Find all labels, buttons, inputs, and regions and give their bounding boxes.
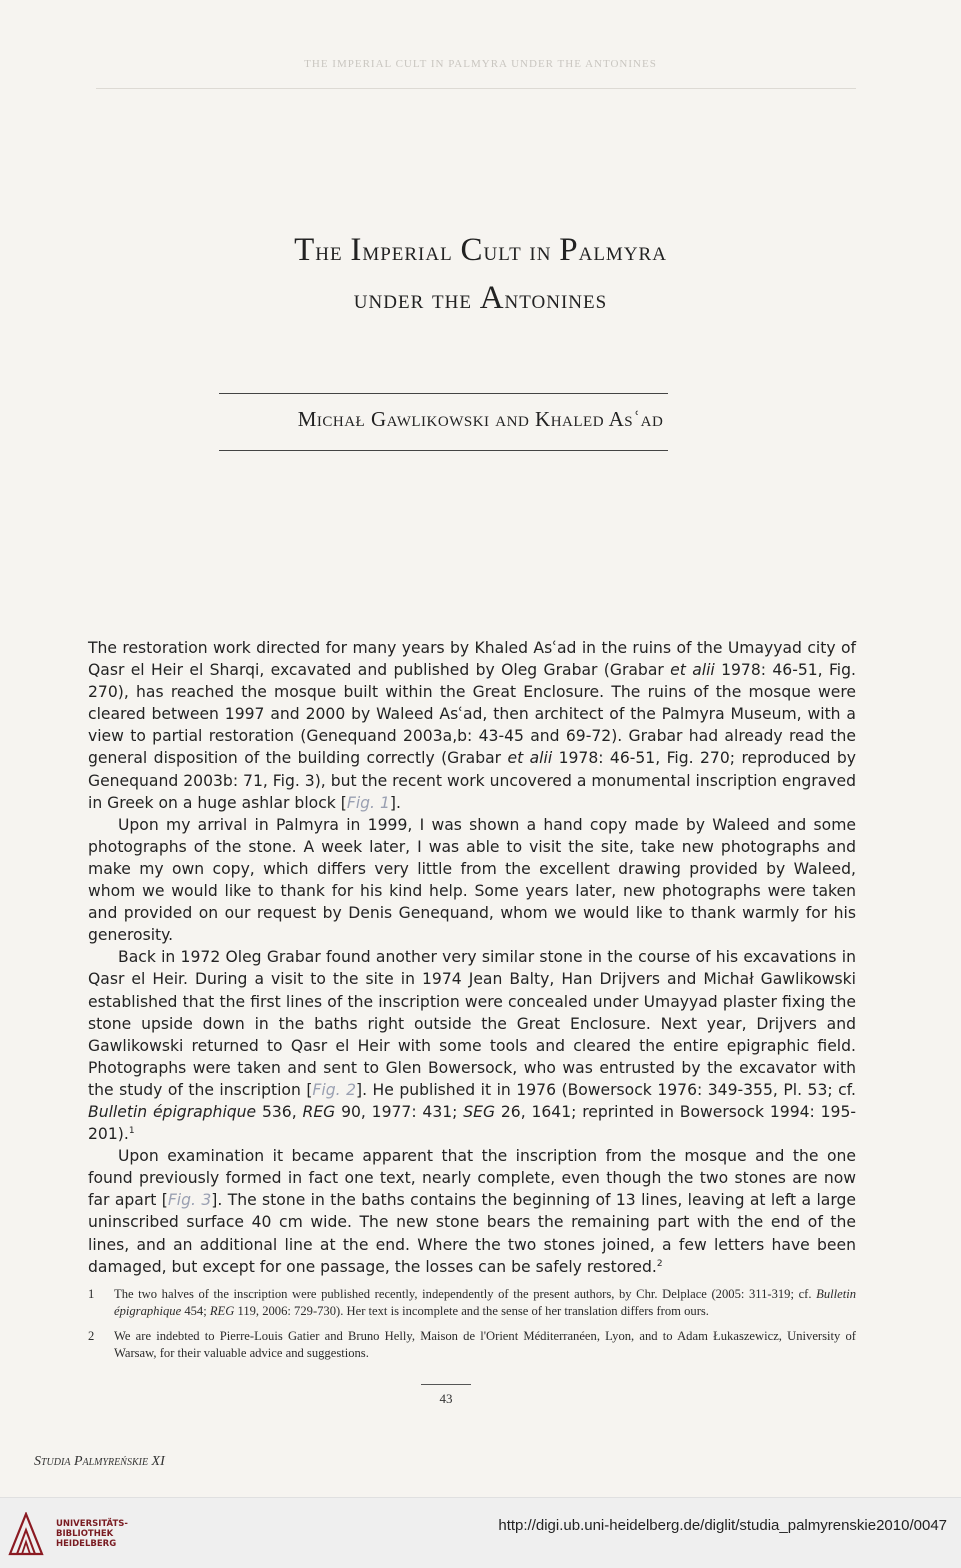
paragraph-1: The restoration work directed for many years by Khaled Asʿad in the ruins of the Umayyad city of Qasr el Heir el Sharqi, excavated and published by Oleg Grabar (Grabar et alii 1978: 46-51, Fig. 270), has reached the mosque built within the Great Enclosure. The ruins of the mosque were cleared between 1997 and 2000 by Waleed Asʿad, then architect of the Palmyra Museum, with a view to partial restoration (Genequand 2003a,b: 43-45 and 69-72). Grabar had already read the general disposition of the building correctly (Grabar et alii 1978: 46-51, Fig. 270; reproduced by Genequand 2003b: 71, Fig. 3), but the recent work uncovered a monumental inscription engraved in Greek on a huge ashlar block [Fig. 1]. bbox=[88, 639, 856, 812]
footnote-marker: 1 bbox=[128, 1126, 135, 1137]
library-name: UNIVERSITÄTS- BIBLIOTHEK HEIDELBERG bbox=[56, 1519, 128, 1549]
paragraph-2: Upon my arrival in Palmyra in 1999, I was shown a hand copy made by Waleed and some photographs of the stone. A week later, I was able to visit the site, take new photographs and make my own copy, which differs very little from the excellent drawing provided by Waleed, whom we would like to thank for his kind help. Some years later, new photographs were taken and provided on our request by Denis Genequand, whom we would like to thank warmly for his generosity. bbox=[88, 815, 856, 945]
paragraph-4: Upon examination it became apparent that the inscription from the mosque and the one found previously formed in fact one text, nearly complete, even though the two stones are now far apart [Fig. 3]. The stone in the baths contains the beginning of 13 lines, leaving at left a large uninscribed surface 40 cm wide. The new stone bears the remaining part with the end of the lines, and an additional line at the end. Where the two stones joined, a few letters have been damaged, but except for one passage, the losses can be safely restored.$^2$ bbox=[88, 1147, 856, 1276]
footnotes bbox=[88, 1286, 856, 1370]
footnote-number: 1 bbox=[88, 1287, 95, 1301]
page-number-rule bbox=[421, 1384, 471, 1385]
footnote-2: 2 We are indebted to Pierre-Louis Gatier and Bruno Helly, Maison de l'Orient Méditerranéen, Lyon, and to Adam Łukaszewicz, University of Warsaw, for their valuable advice and suggestions. bbox=[88, 1329, 856, 1360]
footnote-number: 2 bbox=[88, 1329, 95, 1343]
university-library-logo-icon bbox=[8, 1512, 44, 1556]
article-authors: Michał Gawlikowski and Khaled Asʿad bbox=[297, 407, 664, 431]
footnote-1: 1 The two halves of the inscription were published recently, independently of the present authors, by Chr. Delplace (2005: 311-319; cf. Bulletin épigraphique 454; REG 119, 2006: 729-730). Her text is incomplete and the sense of her translation differs from ours. bbox=[88, 1287, 856, 1318]
title-rule-bottom bbox=[219, 450, 668, 451]
source-url-link[interactable]: http://digi.ub.uni-heidelberg.de/diglit/studia_palmyrenskie2010/0047 bbox=[498, 1517, 947, 1534]
series-title: Studia Palmyreńskie XI bbox=[34, 1454, 165, 1469]
article-title-line-2: under the Antonines bbox=[353, 280, 608, 316]
article-title-line-1: The Imperial Cult in Palmyra bbox=[294, 232, 667, 268]
digital-library-footer bbox=[0, 1497, 961, 1568]
figure-reference-link[interactable]: Fig. 3 bbox=[167, 1191, 212, 1210]
figure-reference-link[interactable]: Fig. 2 bbox=[312, 1080, 356, 1099]
paragraph-3: Back in 1972 Oleg Grabar found another very similar stone in the course of his excavations in Qasr el Heir. During a visit to the site in 1974 Jean Balty, Han Drijvers and Michał Gawlikowski established that the first lines of the inscription were concealed under Umayyad plaster fixing the stone upside down in the baths right outside the Great Enclosure. Next year, Drijvers and Gawlikowski returned to Qasr el Heir with some tools and cleared the entire epigraphic field. Photographs were taken and sent to Glen Bowersock, who was entrusted by the excavator with the study of the inscription [Fig. 2]. He published it in 1976 (Bowersock 1976: 349-355, Pl. 53; cf. Bulletin épigraphique 536, REG 90, 1977: 431; SEG 26, 1641; reprinted in Bowersock 1994: 195-201).$^1$ bbox=[88, 948, 856, 1144]
page-number: 43 bbox=[439, 1391, 453, 1406]
article-body bbox=[88, 637, 856, 1278]
running-head: THE IMPERIAL CULT IN PALMYRA UNDER THE ANTONINES bbox=[304, 58, 657, 70]
title-rule-top bbox=[219, 393, 668, 394]
running-head-rule bbox=[96, 88, 856, 89]
figure-reference-link[interactable]: Fig. 1 bbox=[346, 793, 390, 812]
footnote-marker: 2 bbox=[656, 1258, 663, 1269]
